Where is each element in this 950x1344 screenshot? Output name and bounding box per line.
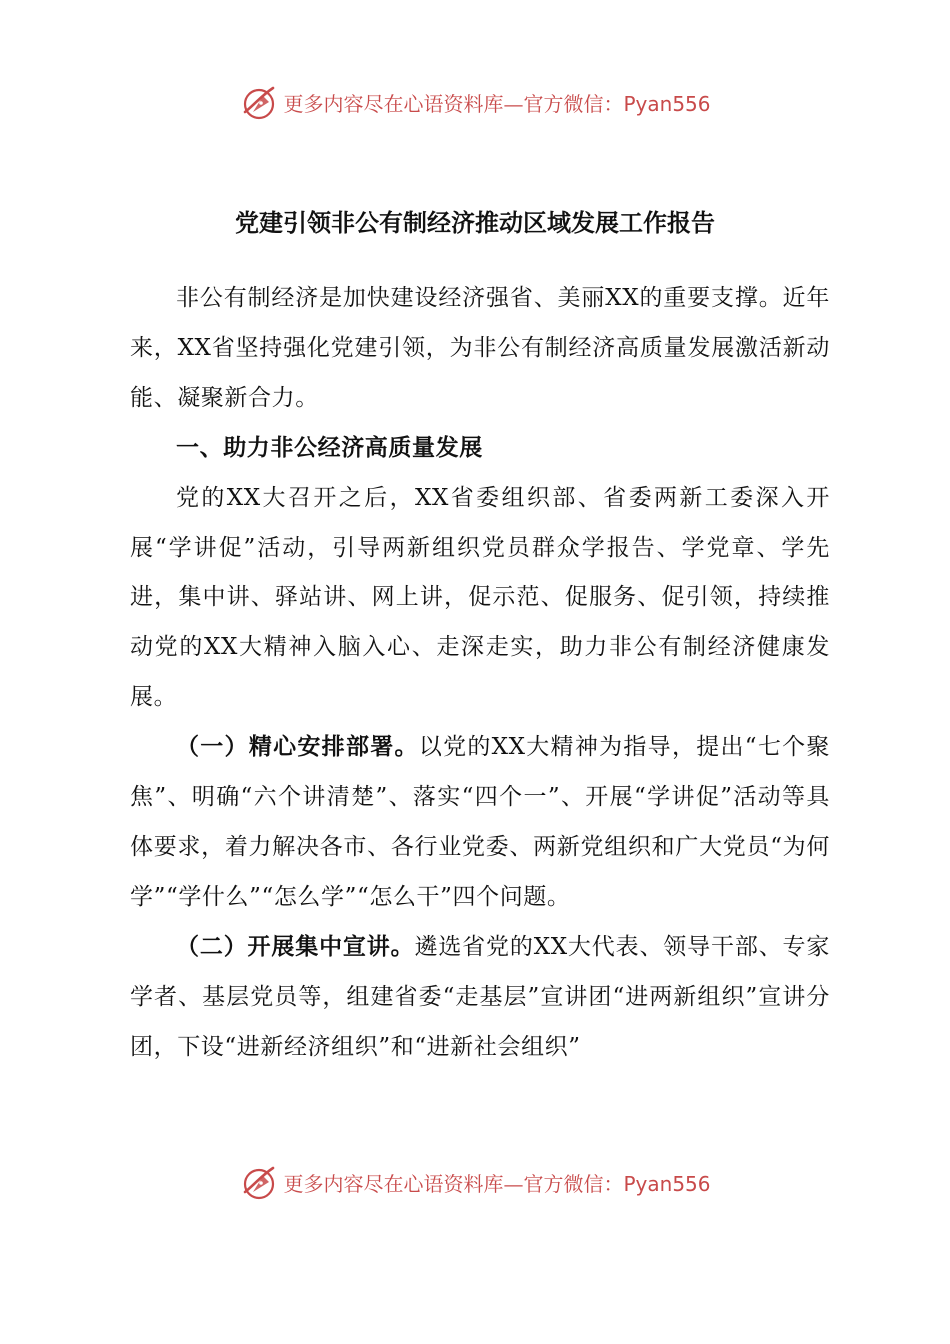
watermark-text <box>283 1168 710 1197</box>
document-title: 党建引领非公有制经济推动区域发展工作报告 <box>235 209 715 237</box>
watermark-content <box>239 82 710 122</box>
watermark-content <box>239 1162 710 1202</box>
wechat-id: Pyan556 <box>623 91 711 116</box>
section-heading: 一、助力非公经济高质量发展 <box>176 434 483 461</box>
list-item <box>130 723 830 923</box>
item-lead: （二）开展集中宣讲。 <box>176 933 415 960</box>
document-body <box>130 274 830 1073</box>
watermark-banner-top <box>0 78 950 126</box>
list-item <box>130 923 830 1073</box>
fountain-pen-nib-icon <box>239 82 279 122</box>
watermark-label: 更多内容尽在心语资料库—官方微信： <box>283 91 624 116</box>
watermark-label: 更多内容尽在心语资料库—官方微信： <box>283 1171 624 1196</box>
fountain-pen-nib-icon <box>239 1162 279 1202</box>
watermark-banner-bottom <box>0 1158 950 1206</box>
item-body: 以党的XX大精神为指导，提出“七个聚焦”、明确“六个讲清楚”、落实“四个一”、开展“学讲促”活动等具体要求，着力解决各市、各行业党委、两新党组织和广大党员“为何学”“学什么”“怎么学”“怎么干”四个问题。 <box>130 734 831 910</box>
watermark-text <box>283 88 710 117</box>
item-body: 遴选省党的XX大代表、领导干部、专家学者、基层党员等，组建省委“走基层”宣讲团“进两新组织”宣讲分团，下设“进新经济组织”和“进新社会组织” <box>130 933 830 1060</box>
item-lead: （一）精心安排部署。 <box>176 734 419 761</box>
wechat-id: Pyan556 <box>623 1171 711 1196</box>
section-paragraph: 党的XX大召开之后，XX省委组织部、省委两新工委深入开展“学讲促”活动，引导两新组织党员群众学报告、学党章、学先进，集中讲、驿站讲、网上讲，促示范、促服务、促引领，持续推动党的XX大精神入脑入心、走深走实，助力非公有制经济健康发展。 <box>130 484 830 711</box>
intro-paragraph: 非公有制经济是加快建设经济强省、美丽XX的重要支撑。近年来，XX省坚持强化党建引领，为非公有制经济高质量发展激活新动能、凝聚新合力。 <box>130 285 830 411</box>
